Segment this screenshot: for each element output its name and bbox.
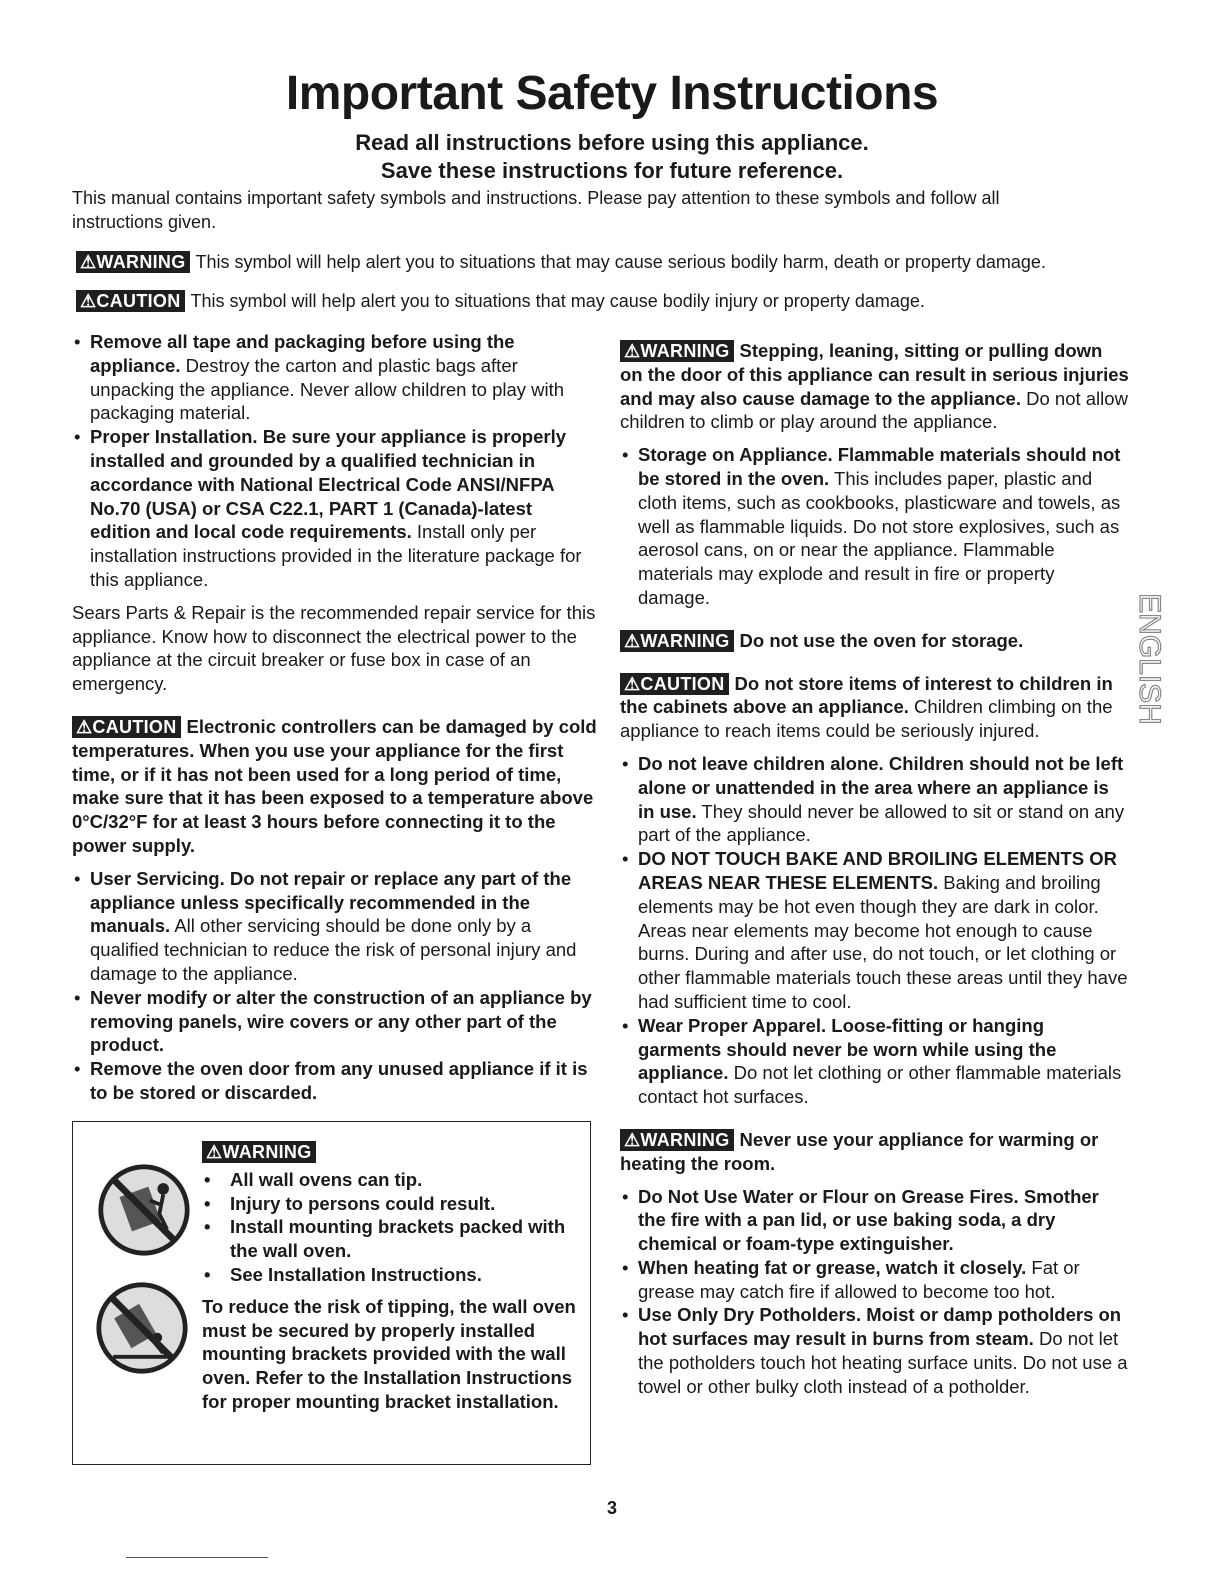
side-tab-label: ENGLISH <box>1133 593 1167 725</box>
list-item: • See Installation Instructions. <box>202 1263 582 1287</box>
list-item: • Install mounting brackets packed with the wall oven. <box>202 1215 582 1263</box>
right-bullets-bottom <box>620 1185 1130 1399</box>
no-tipping-oven-icon <box>96 1162 192 1258</box>
anti-tip-warning-content <box>202 1140 582 1414</box>
list-item: • Use Only Dry Potholders. Moist or damp potholders on hot surfaces may result in burns from steam. Do not let the potholders touch hot heating surface units. Do not use a towel or other bulky cloth instead of a potholder. <box>620 1303 1130 1398</box>
list-item: • Storage on Appliance. Flammable materials should not be stored in the oven. This includes paper, plastic and cloth items, such as cookbooks, plasticware and towels, as well as flammable liquids. Do not store explosives, such as aerosol cans, on or near the appliance. Flammable materials may explode and result in fire or property damage. <box>620 443 1130 610</box>
list-item: • Do not leave children alone. Children should not be left alone or unattended in the area where an appliance is in use. They should never be allowed to sit or stand on any part of the appliance. <box>620 752 1130 847</box>
warning-badge: ⚠WARNING <box>620 630 734 652</box>
intro-paragraph: This manual contains important safety symbols and instructions. Please pay attention to these symbols and follow all instructions given. <box>72 188 1000 232</box>
footer-rule <box>126 1557 268 1558</box>
left-column <box>72 330 597 1114</box>
list-item: • Remove the oven door from any unused appliance if it is to be stored or discarded. <box>72 1057 597 1105</box>
language-side-tab <box>1128 584 1168 734</box>
warning-door-paragraph: ⚠WARNING Stepping, leaning, sitting or pulling down on the door of this appliance can result in serious injuries and may also cause damage to the appliance. Do not allow children to climb or play around the appliance. <box>620 340 1129 433</box>
page-title: Important Safety Instructions <box>285 67 939 120</box>
list-item: • Proper Installation. Be sure your appliance is properly installed and grounded by a qualified technician in accordance with National Electrical Code ANSI/NFPA No.70 (USA) or CSA C22.1, PART 1 (Canada)-latest edition and local code requirements. Install only per installation instructions provided in the literature package for this appliance. <box>72 425 597 592</box>
list-item: • User Servicing. Do not repair or replace any part of the appliance unless specifically recommended in the manuals. All other servicing should be done only by a qualified technician to reduce the risk of personal injury and damage to the appliance. <box>72 867 597 986</box>
subtitle-read: Read all instructions before using this appliance. <box>355 130 869 155</box>
caution-legend-text: This symbol will help alert you to situations that may cause bodily injury or property damage. <box>190 291 925 311</box>
caution-badge: ⚠CAUTION <box>76 290 185 312</box>
right-bullets-middle <box>620 752 1130 1109</box>
warning-badge: ⚠WARNING <box>76 251 190 273</box>
warning-badge: ⚠WARNING <box>620 1129 734 1151</box>
warning-legend <box>76 250 1046 274</box>
sears-paragraph: Sears Parts & Repair is the recommended repair service for this appliance. Know how to disconnect the electrical power to the appliance at the circuit breaker or fuse box in case of an emergency. <box>72 601 596 695</box>
warning-badge: ⚠WARNING <box>620 340 734 362</box>
caution-badge: ⚠CAUTION <box>620 673 729 695</box>
right-column <box>620 339 1130 1408</box>
anti-tip-text: To reduce the risk of tipping, the wall oven must be secured by properly installed mounting brackets provided with the wall oven. Refer to the Installation Instructions for proper mounting bracket installation. <box>202 1295 576 1412</box>
warning-badge: ⚠WARNING <box>202 1141 316 1163</box>
warning-storage-paragraph: ⚠WARNING Do not use the oven for storage. <box>620 629 1130 653</box>
list-item: • Do Not Use Water or Flour on Grease Fires. Smother the fire with a pan lid, or use baking soda, a dry chemical or foam-type extinguisher. <box>620 1185 1130 1256</box>
warning-heating-paragraph: ⚠WARNING Never use your appliance for warming or heating the room. <box>620 1128 1099 1174</box>
storage-bullets <box>620 443 1130 610</box>
caution-badge: ⚠CAUTION <box>72 716 181 738</box>
left-bullets-bottom <box>72 867 597 1105</box>
caution-children-paragraph: ⚠CAUTION Do not store items of interest to children in the cabinets above an appliance. Children climbing on the appliance to reach items could be seriously injured. <box>620 672 1113 742</box>
caution-paragraph: ⚠CAUTION Electronic controllers can be damaged by cold temperatures. When you use your appliance for the first time, or if it has not been used for a long period of time, make sure that it has been exposed to a temperature above 0°C/32°F for at least 3 hours before connecting it to the power supply. <box>72 715 597 856</box>
list-item: • DO NOT TOUCH BAKE AND BROILING ELEMENTS OR AREAS NEAR THESE ELEMENTS. Baking and broiling elements may be hot even though they are dark in color. Areas near elements may become hot enough to cause burns. During and after use, do not touch, or let clothing or other flammable materials touch these areas until they have had sufficient time to cool. <box>620 847 1130 1014</box>
warning-legend-text: This symbol will help alert you to situations that may cause serious bodily harm, death or property damage. <box>195 252 1046 272</box>
caution-legend <box>76 289 925 313</box>
list-item: • Never modify or alter the construction of an appliance by removing panels, wire covers or any other part of the product. <box>72 986 597 1057</box>
list-item: • Wear Proper Apparel. Loose-fitting or hanging garments should never be worn while using the appliance. Do not let clothing or other flammable materials contact hot surfaces. <box>620 1014 1130 1109</box>
page-number: 3 <box>606 1498 617 1518</box>
subtitle-save: Save these instructions for future reference. <box>380 158 844 183</box>
list-item: • Injury to persons could result. <box>202 1192 582 1216</box>
list-item: • When heating fat or grease, watch it closely. Fat or grease may catch fire if allowed to become too hot. <box>620 1256 1130 1304</box>
list-item: • Remove all tape and packaging before using the appliance. Destroy the carton and plastic bags after unpacking the appliance. Never allow children to play with packaging material. <box>72 330 597 425</box>
left-bullets-top <box>72 330 597 592</box>
list-item: • All wall ovens can tip. <box>202 1168 582 1192</box>
tipping-hazard-icon <box>94 1280 190 1376</box>
anti-tip-list <box>202 1168 582 1287</box>
